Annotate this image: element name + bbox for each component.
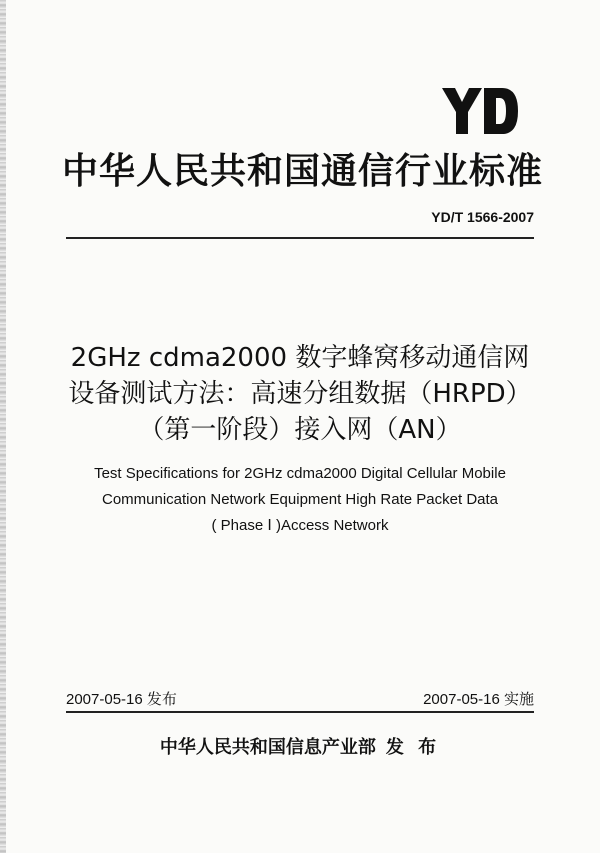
bottom-divider [66, 711, 534, 713]
yd-logo [442, 88, 518, 134]
issuer [40, 733, 560, 759]
english-title-line-1: Test Specifications for 2GHz cdma2000 Digital Cellular Mobile [94, 465, 506, 482]
top-divider [66, 237, 534, 239]
chinese-title-line-2: 设备测试方法：高速分组数据（HRPD） [68, 379, 532, 409]
chinese-title-line-3: （第一阶段）接入网（AN） [138, 415, 462, 445]
standard-title: 中华人民共和国通信行业标准 [62, 151, 544, 192]
english-title-line-2: Communication Network Equipment High Rate Packet Data [101, 491, 498, 508]
chinese-title [40, 340, 560, 448]
english-title [40, 461, 560, 539]
issuer-suffix: 发 布 [385, 737, 441, 758]
chinese-title-line-1: 2GHz cdma2000 数字蜂窝移动通信网 [70, 343, 530, 373]
yd-logo-graphic [442, 88, 518, 134]
issuer-name: 中华人民共和国信息产业部 [159, 737, 376, 758]
standard-number: YD/T 1566-2007 [431, 209, 534, 225]
implement-date: 2007-05-16 实施 [423, 691, 534, 708]
scan-edge [0, 0, 6, 853]
english-title-line-3: ( Phase Ⅰ )Access Network [211, 517, 389, 534]
publish-date: 2007-05-16 发布 [66, 691, 177, 708]
